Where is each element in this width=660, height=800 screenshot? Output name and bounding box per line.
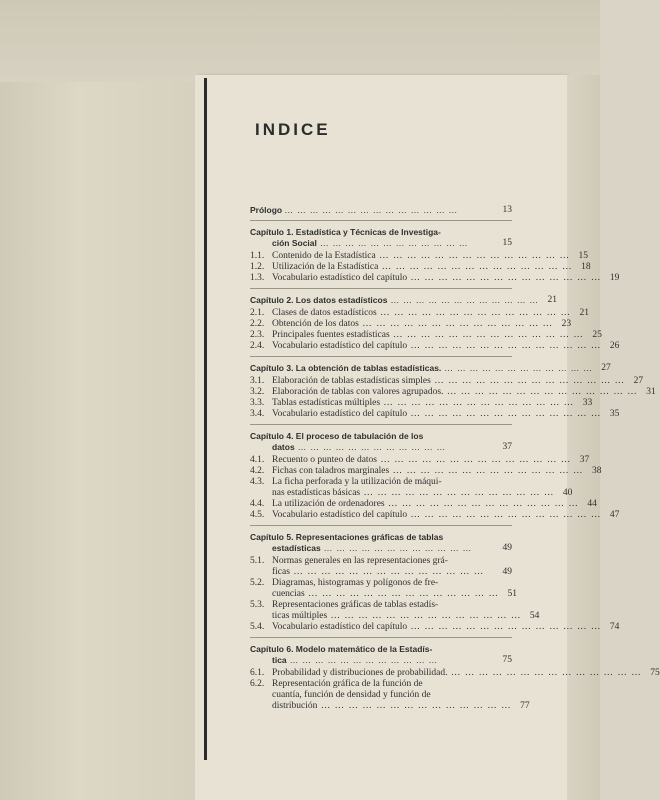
entry-number: 2.2. [250,319,265,329]
entry-number: 1.1. [250,251,265,261]
entry-page: 25 [592,330,602,340]
toc-entry[interactable]: nas estadísticas básicas … … … … … … … … … … … … … … 40 [272,488,573,498]
entry-title: Diagramas, histogramas y polígonos de fre- [272,578,439,588]
toc-entry[interactable] [250,679,512,690]
entry-title: La ficha perforada y la utilización de máqui- [272,477,442,487]
chapter-heading[interactable]: ción Social … … … … … … … … … … … … 15 [272,238,512,248]
toc-entry[interactable] [250,477,512,488]
toc-entry[interactable] [250,578,512,589]
entry-page: 33 [582,398,593,408]
toc-entry[interactable]: 3.3. Tablas estadísticas múltiples … … … … … … … … … … … … … … 33 [250,398,593,408]
entry-title: distribución [272,701,318,711]
entry-number: 3.1. [250,376,265,386]
entry-page: 77 [520,701,530,711]
entry-title: Fichas con taladros marginales [272,466,390,476]
entry-page: 75 [650,668,660,678]
toc-entry[interactable]: 3.4. Vocabulario estadístico del capítulo … … … … … … … … … … … … … … 35 [250,409,620,419]
toc-entry[interactable]: 4.1. Recuento o punteo de datos … … … … … … … … … … … … … … 37 [250,455,590,465]
chapter-heading-text: Capítulo 6. Modelo matemático de la Estadís- [250,644,433,654]
entry-number: 4.4. [250,499,265,509]
entry-page: 47 [609,510,620,520]
entry-page: 49 [502,567,512,577]
entry-number: 6.1. [250,668,265,678]
toc-prologo [250,205,512,221]
entry-page: 74 [609,622,620,632]
entry-title: Principales fuentes estadísticas [272,330,390,340]
toc-entry[interactable]: 2.3. Principales fuentes estadísticas … … … … … … … … … … … … … … 25 [250,330,602,340]
chapter-heading[interactable]: tica … … … … … … … … … … … … 75 [272,655,512,665]
page-title: INDICE [255,120,331,139]
toc-entry[interactable]: 3.2. Elaboración de tablas con valores agrupados. … … … … … … … … … … … … … … 31 [250,387,656,397]
toc-chapter-2 [250,295,620,357]
toc-chapter-3 [250,363,656,425]
chapter-heading[interactable]: Capítulo 2. Los datos estadísticos … … … … … … … … … … … … 21 [250,295,557,305]
toc-entry[interactable]: ticas múltiples … … … … … … … … … … … … … … 54 [272,611,540,621]
entry-number: 3.4. [250,409,265,419]
entry-title: Normas generales en las representaciones grá- [272,556,448,566]
toc-entry[interactable]: 4.5. Vocabulario estadístico del capítulo … … … … … … … … … … … … … … 47 [250,510,620,520]
toc-entry[interactable]: 5.4. Vocabulario estadístico del capítulo … … … … … … … … … … … … … … 74 [250,622,620,632]
chapter-page: 27 [601,363,611,373]
entry-title: Tablas estadísticas múltiples [272,398,381,408]
entry-number: 4.5. [250,510,265,520]
entry-page: 18 [581,262,591,272]
toc-prologo-entry[interactable]: Prólogo … … … … … … … … … … … … … … 13 [250,205,512,215]
entry-number: 4.2. [250,466,265,476]
entry-page: 51 [507,589,517,599]
entry-number: 3.2. [250,387,265,397]
chapter-heading[interactable]: Capítulo 3. La obtención de tablas estadísticas. … … … … … … … … … … … … 27 [250,363,611,373]
toc-entry[interactable]: 4.2. Fichas con taladros marginales … … … … … … … … … … … … … … 38 [250,466,602,476]
entry-number: 5.2. [250,578,265,588]
entry-number: 5.3. [250,600,265,610]
entry-number: 3.3. [250,398,265,408]
toc-entry[interactable] [250,600,512,611]
entry-title: Representación gráfica de la función de [272,679,423,689]
toc-entry[interactable] [250,556,512,567]
entry-title: ficas [272,567,290,577]
entry-page: 27 [633,376,644,386]
entry-title: Vocabulario estadístico del capítulo [272,341,408,351]
entry-page: 21 [579,308,589,318]
entry-page: 40 [562,488,573,498]
entry-number: 4.3. [250,477,265,487]
toc-entry[interactable]: 1.2. Utilización de la Estadística … … … … … … … … … … … … … … 18 [250,262,591,272]
toc-entry[interactable]: distribución … … … … … … … … … … … … … … 77 [272,701,530,711]
prologo-page: 13 [502,205,512,215]
chapter-page: 15 [502,238,512,248]
chapter-heading[interactable] [250,644,512,655]
entry-title: cuantía, función de densidad y función de [272,690,431,700]
chapter-heading-text: Capítulo 1. Estadística y Técnicas de Investiga- [250,227,441,237]
chapter-heading-text: tica [272,655,287,665]
entry-number: 2.1. [250,308,265,318]
entry-page: 23 [561,319,572,329]
entry-page: 26 [609,341,620,351]
background-top [0,0,600,82]
facing-page [0,0,195,800]
toc-entry[interactable]: 2.2. Obtención de los datos … … … … … … … … … … … … … … 23 [250,319,572,329]
entry-number: 2.4. [250,341,265,351]
toc-entry[interactable]: 3.1. Elaboración de tablas estadísticas simples … … … … … … … … … … … … … … 27 [250,376,644,386]
toc-entry[interactable]: 4.4. La utilización de ordenadores … … … … … … … … … … … … … … 44 [250,499,597,509]
chapter-page: 21 [547,295,557,305]
entry-title: Utilización de la Estadística [272,262,379,272]
entry-title: nas estadísticas básicas [272,488,361,498]
entry-number: 6.2. [250,679,265,689]
toc-entry[interactable]: 2.4. Vocabulario estadístico del capítulo … … … … … … … … … … … … … … 26 [250,341,620,351]
toc-entry[interactable]: 1.1. Contenido de la Estadística … … … … … … … … … … … … … … 15 [250,251,588,261]
toc-chapter-5 [250,532,620,638]
toc-chapter-1 [250,227,620,289]
entry-page: 37 [579,455,590,465]
toc-chapter-6 [250,644,660,716]
chapter-page: 37 [502,442,512,452]
entry-title: Obtención de los datos [272,319,359,329]
chapter-page: 49 [502,543,512,553]
page-edge [567,75,600,800]
chapter-heading-text: Capítulo 3. La obtención de tablas estadísticas. [250,363,442,373]
entry-title: Probabilidad y distribuciones de probabilidad. [272,668,448,678]
entry-page: 44 [587,499,597,509]
entry-title: Recuento o punteo de datos [272,455,378,465]
table-of-contents [250,205,660,722]
entry-page: 35 [609,409,620,419]
entry-title: La utilización de ordenadores [272,499,385,509]
entry-title: Vocabulario estadístico del capítulo [272,510,408,520]
entry-number: 1.3. [250,273,265,283]
toc-entry[interactable]: 2.1. Clases de datos estadísticos … … … … … … … … … … … … … … 21 [250,308,589,318]
chapter-heading-text: Capítulo 4. El proceso de tabulación de los [250,431,424,441]
entry-title: ticas múltiples [272,611,328,621]
entry-number: 1.2. [250,262,265,272]
chapter-heading[interactable] [250,532,512,543]
chapter-heading[interactable]: datos … … … … … … … … … … … … 37 [272,442,512,452]
entry-page: 15 [578,251,588,261]
chapter-page: 75 [502,655,512,665]
entry-title: Representaciones gráficas de tablas estadís- [272,600,439,610]
chapter-heading-text: datos [272,442,295,452]
chapter-heading[interactable] [250,431,512,442]
entry-title: Vocabulario estadístico del capítulo [272,409,408,419]
entry-number: 5.1. [250,556,265,566]
binding-gutter-line [204,78,207,760]
entry-title: Contenido de la Estadística [272,251,376,261]
entry-page: 38 [591,466,602,476]
toc-entry[interactable]: ficas … … … … … … … … … … … … … … 49 [272,567,512,577]
toc-entry[interactable] [250,690,512,701]
entry-number: 5.4. [250,622,265,632]
chapter-heading[interactable]: estadísticas … … … … … … … … … … … … 49 [272,543,512,553]
entry-title: Elaboración de tablas estadísticas simples [272,376,431,386]
entry-title: Elaboración de tablas con valores agrupados. [272,387,444,397]
entry-page: 54 [529,611,540,621]
entry-title: Vocabulario estadístico del capítulo [272,273,408,283]
chapter-heading-text: estadísticas [272,543,321,553]
toc-entry[interactable]: 1.3. Vocabulario estadístico del capítulo … … … … … … … … … … … … … … 19 [250,273,620,283]
chapter-heading[interactable] [250,227,512,238]
entry-title: cuencias [272,589,305,599]
toc-entry[interactable]: 6.1. Probabilidad y distribuciones de probabilidad. … … … … … … … … … … … … … … 75 [250,668,660,678]
entry-number: 4.1. [250,455,265,465]
chapter-heading-text: Capítulo 5. Representaciones gráficas de tablas [250,532,444,542]
entry-title: Vocabulario estadístico del capítulo [272,622,408,632]
chapter-heading-text: Capítulo 2. Los datos estadísticos [250,295,388,305]
entry-title: Clases de datos estadísticos [272,308,377,318]
entry-page: 31 [646,387,656,397]
prologo-label: Prólogo [250,205,283,215]
chapter-heading-text: ción Social [272,238,317,248]
entry-page: 19 [609,273,620,283]
toc-chapter-4 [250,431,620,526]
toc-entry[interactable]: cuencias … … … … … … … … … … … … … … 51 [272,589,517,599]
entry-number: 2.3. [250,330,265,340]
